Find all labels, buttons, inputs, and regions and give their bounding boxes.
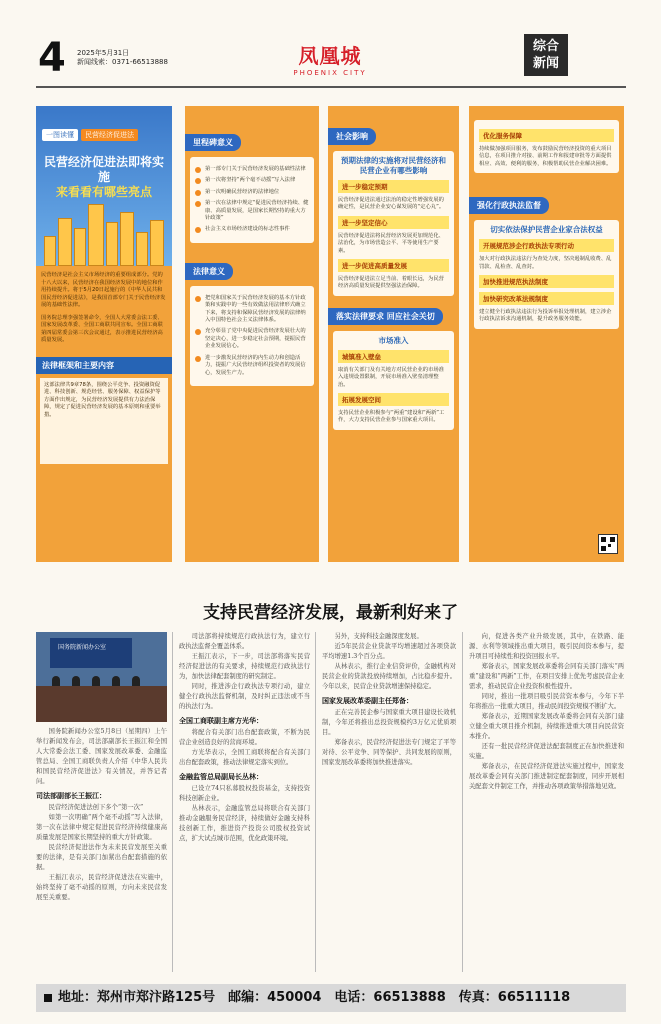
issue-date (77, 49, 168, 67)
newspaper-logo (255, 40, 405, 77)
service-text: 持续做加强项目服务，发布鼓励民营经济投资的重大项目信息，在项目推介对接、前期工作和报建审批等方面提供相应、高效、便利的服务，积极帮助民营企业解决困难。 (479, 146, 612, 167)
social-impact-heading: 社会影响 (328, 128, 376, 145)
section-tag-text: 综合 新闻 (532, 39, 559, 71)
enforcement-label: 加快推进规范执法制度 (479, 275, 614, 288)
milestone-item: 社会主义市场经济建设的标志性事件 (195, 226, 309, 233)
enforcement-text: 建立健全行政执法违法行为投诉举报处理机制，建立涉企行政执法诉求沟通机制，提升政务服务效能。 (479, 309, 612, 323)
city-skyline-illustration (42, 198, 166, 266)
speaker-heading: 国家发展改革委副主任郑备： (322, 697, 413, 705)
paragraph: 将配合有关部门出台配套政策，不断为民营企业创造良好的营商环境。 (179, 729, 310, 746)
column-divider (315, 632, 316, 972)
market-access-heading: 市场准入 (378, 335, 409, 345)
significance-item: 进一步激发民营经济的内生动力和创造活力，提振广大民营经济组织投资者的发展信心，发展生产力。 (195, 355, 309, 377)
paragraph: 另外，支持科技金融深度发展。 (334, 633, 423, 640)
impact-label: 进一步稳定预期 (338, 180, 449, 193)
infographic-headline: 民营经济促进法即将实施 (43, 155, 164, 184)
chip-read: 一图读懂 (42, 129, 78, 141)
enforcement-label: 开展规范涉企行政执法专项行动 (479, 239, 614, 252)
panel1-header (36, 106, 172, 266)
paragraph: 丛林表示，金融监管总局将联合有关部门推动金融服务民营经济，持续做好金融支持科技创新工作，推进资产投资公司股权投资试点，扩大试点城市范围，优化政策环境。 (179, 805, 310, 842)
impact-subheading: 预期法律的实施将对民营经济和民营企业有哪些影响 (341, 156, 446, 175)
masthead (0, 0, 661, 86)
impact-text: 民营经济促进法通过法治的稳定性增强发展的确定性，是民营企业安心谋发展的“定心丸”。 (338, 197, 445, 211)
service-card (474, 120, 619, 173)
market-label: 城镇准入壁垒 (338, 350, 449, 363)
legal-significance-card (190, 286, 314, 386)
press-conference-photo (36, 632, 167, 722)
page-number: 4 (38, 35, 66, 81)
impact-label: 进一步坚定信心 (338, 216, 449, 229)
paragraph: 王振江表示，下一步，司法部将落实民营经济促进法的有关要求，持续规范行政执法行为，加快法律配套制度的研究制定。 (179, 653, 310, 680)
speaker-heading: 全国工商联副主席方光华： (179, 717, 263, 725)
paragraph: 郑备表示，在民营经济促进法实施过程中，国家发展改革委会同有关部门推进制定配套制度，同步开展相关配套文件制定工作，并推动各项政策举措落地见效。 (469, 763, 624, 790)
infographic-panel-2 (185, 106, 319, 562)
paragraph: 郑备表示，民营经济促进法专门规定了平等对待、公平竞争、同等保护、共同发展的原则，国家发展改革委将加快推进落实。 (322, 739, 456, 766)
enforcement-heading: 强化行政执法监督 (469, 197, 549, 214)
infographic-subheadline: 来看看有哪些亮点 (55, 185, 152, 199)
milestone-item: 第一次明确民营经济的法律地位 (195, 189, 309, 196)
paragraph: 民营经济促进法创下多个“第一次” (48, 804, 144, 811)
framework-heading: 法律框架和主要内容 (36, 357, 172, 374)
logo-cn: 凤凰城 (298, 44, 362, 68)
article-column-2 (179, 632, 310, 844)
protection-heading: 切实依法保护民营企业家合法权益 (490, 225, 603, 235)
paragraph: 同时，推进涉企行政执法专项行动，建立健全行政执法监督机制，及时纠正违法或不当的执法行为。 (179, 683, 310, 710)
logo-en: PHOENIX CITY (293, 69, 367, 77)
impact-card (333, 151, 454, 296)
footer-text: 地址：郑州市郑汴路125号 邮编：450004 电话：66513888 传真：66511118 (58, 990, 571, 1005)
paragraph: 方光华表示，全国工商联将配合有关部门出台配套政策，推动法律规定落实到位。 (179, 749, 310, 766)
paragraph: 国务院新闻办公室5月8日（星期四）上午举行新闻发布会，司法部副部长王振江和全国人大常委会法工委、国家发展改革委、金融监管总局、全国工商联负责人介绍《中华人民共和国民营经济促进法》有关情况，并答记者问。 (36, 728, 167, 785)
footer-contact-bar (36, 984, 626, 1012)
section-tag (524, 34, 568, 76)
impact-text: 民营经济促进法立足当前、着眼长远，为民营经济高质量发展提供坚强法治保障。 (338, 276, 444, 290)
market-card (333, 331, 454, 430)
speaker-heading: 司法部副部长王振江： (36, 792, 106, 800)
market-text: 支持民营企业积极参与“两重”建设和“两新”工作，大力支持民营企业参与国家重大项目。 (338, 410, 445, 424)
paragraph: 司法部将持续规范行政执法行为，建立行政执法监督全覆盖体系。 (179, 633, 310, 650)
article-column-1 (36, 727, 167, 903)
milestone-item: 第一次将坚持“两个毫不动摇”写入法律 (195, 177, 309, 184)
significance-item: 充分彰显了党中央促进民营经济发展壮大的坚定决心，进一步稳定社会预期，提振民营企业发展信心。 (195, 328, 309, 350)
article-column-3 (322, 632, 456, 768)
impact-text: 民营经济促进法将民营经济发展更加规范化、法治化，为市场营造公平、平等使用生产要素。 (338, 232, 444, 254)
paragraph: 向，促进各类产业升级发展，其中，在铁路、能源、水利等领域推出重大项目，吸引民间资本参与，提升项目可持续性和投资回报水平。 (469, 633, 624, 660)
market-text: 取消有关部门及有关地方对民营企业的市场准入违规设置限制，开展市场准入壁垒清理整治。 (338, 366, 444, 388)
paragraph: 正在完善民企参与国家重大项目建设长效机制，今年还将推出总投资规模约3万亿元优质项目。 (322, 709, 456, 736)
article-column-4 (469, 632, 624, 792)
paragraph: 已设立74只私募股权投资基金，支持投资科技创新企业。 (179, 785, 310, 802)
impact-label: 进一步促进高质量发展 (338, 259, 449, 272)
qr-code (598, 534, 618, 554)
framework-text: 这部法律共9章78条，围绕公平竞争、投资融资促进、科技创新、规范经营、服务保障、权益保护等方面作出规定，为民营经济发展提供有力法治保障，规定了促进民营经济发展的基本原则和重要举措。 (40, 378, 168, 464)
milestone-item: 第一次在法律中规定“促进民营经济持续、健康、高质量发展，是国家长期坚持的重大方针政策” (195, 200, 309, 222)
paragraph: 近5年民营企业贷款平均增速超过各项贷款平均增速1.3个百分点。 (322, 643, 456, 660)
speaker-heading: 金融监管总局副局长丛林： (179, 773, 263, 781)
infographic-panel-1 (36, 106, 172, 562)
column-divider (172, 632, 173, 972)
enforcement-label: 加快研究改革法规制度 (479, 292, 614, 305)
intro-text-2: 国务院总理李强签署命令，全国人大常委会法工委、国家发展改革委、全国工商联共同宣布。全国工商联第四届常委会第三次会议通过，表示推进民营经济高质量发展。 (41, 314, 163, 343)
paragraph: 郑备表示，近期国家发展改革委将会同有关部门建立健全重大项目推介机制，持续推进重大项目向民营资本推介。 (469, 713, 624, 740)
legal-significance-heading: 法律意义 (185, 263, 233, 280)
date-text: 2025年5月31日 (77, 49, 130, 57)
paragraph: 王振江表示，民营经济促进法在实施中，始终坚持了毫不动摇的原则，方向未来民营发展至关重要。 (36, 874, 167, 901)
backdrop-text: 国务院新闻办公室 (58, 644, 107, 651)
paragraph: 还有一批民营经济促进法配套制度正在加快推进和实施。 (469, 743, 624, 760)
paragraph: 同时，推出一批项目吸引民营资本参与，今年下半年将推出一批重大项目，推动民间投资规模不断扩大。 (469, 693, 624, 710)
milestone-card (190, 157, 314, 243)
implementation-heading: 落实法律要求 回应社会关切 (328, 308, 443, 325)
significance-item: 把党和国家关于民营经济发展的基本方针政策和实践中的一些有效做法用法律形式确立下来，将支持和保障民营经济发展的法律纳入中国特色社会主义法律体系。 (195, 295, 309, 325)
panel1-intro (36, 266, 172, 351)
enforcement-card (474, 220, 619, 329)
square-bullet-icon (44, 994, 52, 1002)
paragraph: 从林表示，推行企业信贷评价，金融机构对民营企业的贷款投放持续增加，占比稳步提升。今年以来，民营企业贷款增速保持稳定。 (322, 663, 456, 690)
masthead-rule (36, 86, 626, 88)
press-desk (36, 686, 167, 722)
article-title: 支持民营经济发展，最新利好来了 (203, 603, 458, 623)
market-label: 拓展发展空间 (338, 393, 449, 406)
milestone-item: 第一部专门关于民营经济发展的基础性法律 (195, 166, 309, 173)
chip-law: 民营经济促进法 (81, 129, 138, 141)
milestone-heading: 里程碑意义 (185, 134, 241, 151)
intro-text: 民营经济是社会主义市场经济的重要组成部分。党的十八大以来，民营经济在我国经济发展中的地位和作用持续提升。将于5月20日起施行的《中华人民共和国民营经济促进法》，是我国首部专门关于民营经济发展的基础性法律。 (41, 272, 166, 308)
infographic-panel-3 (328, 106, 459, 562)
paragraph: 民营经济促进法作为未来民营发展至关重要的法律，是有关部门加紧出台配套措施的依据。 (36, 844, 167, 871)
hotline: 新闻线索：0371-66513888 (77, 58, 168, 66)
enforcement-text: 加大对行政执法违法行为查处力度，坚决遏制乱收费、乱罚款、乱检查、乱查封。 (479, 256, 612, 270)
paragraph: 郑备表示，国家发展改革委将会同有关部门落实“两重”建设和“两新”工作，在项目安排上优先考虑民营企业需求，推动民营企业投资积极性提升。 (469, 663, 624, 690)
service-label: 优化服务保障 (479, 129, 614, 142)
column-divider (462, 632, 463, 972)
paragraph: 如第一次明确“两个毫不动摇”写入法律，第一次在法律中规定促进民营经济持续健康高质量发展是国家长期坚持的重大方针政策。 (36, 814, 167, 841)
infographic-panel-4 (469, 106, 624, 562)
